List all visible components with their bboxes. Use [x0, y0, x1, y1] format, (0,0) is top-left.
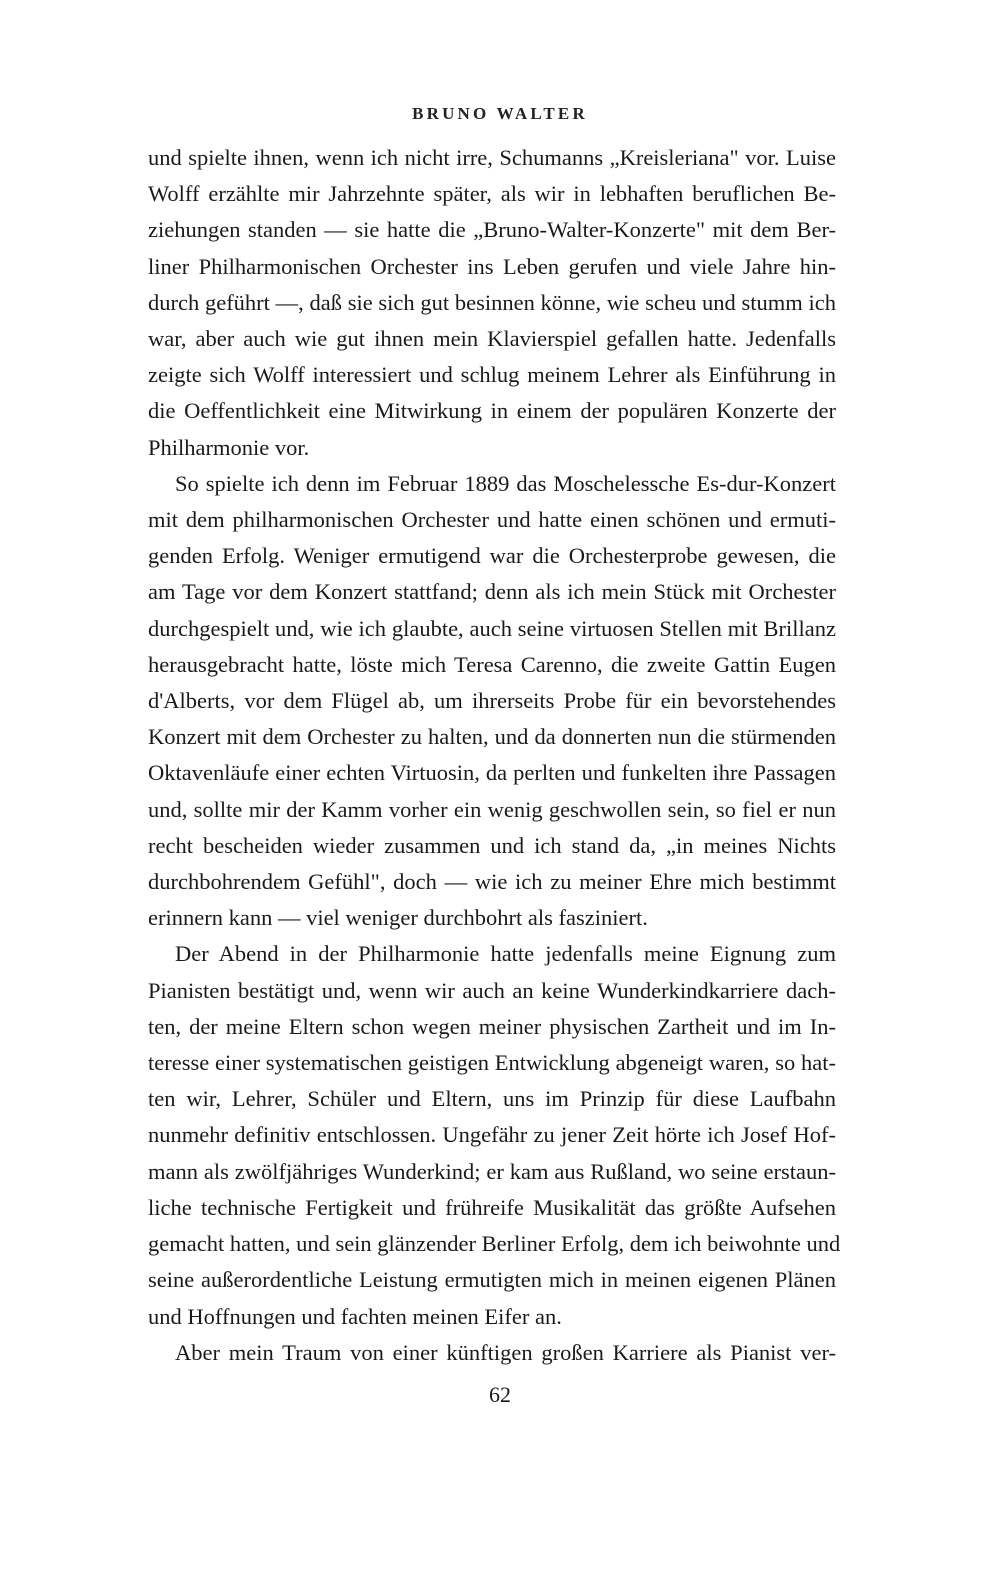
text-line: die Oeffentlichkeit eine Mitwirkung in einem der populären Konzerte der [148, 398, 836, 424]
running-head: BRUNO WALTER [412, 104, 588, 123]
text-line: nunmehr definitiv entschlossen. Ungefähr zu jener Zeit hörte ich Josef Hof- [148, 1122, 836, 1148]
body-text [148, 140, 841, 1371]
text-line: ten, der meine Eltern schon wegen meiner physischen Zartheit und im In- [148, 1013, 836, 1039]
text-line: mann als zwölfjähriges Wunderkind; er kam aus Rußland, wo seine erstaun- [148, 1158, 836, 1184]
text-line: und spielte ihnen, wenn ich nicht irre, Schumanns „Kreisleriana" vor. Luise [148, 145, 836, 170]
paragraph-3-continued [148, 973, 841, 1335]
text-line: ziehungen standen — sie hatte die „Bruno-Walter-Konzerte" mit dem Ber- [148, 217, 836, 243]
text-line: ten wir, Lehrer, Schüler und Eltern, uns im Prinzip für diese Laufbahn [148, 1086, 836, 1112]
text-line: Der Abend in der Philharmonie hatte jedenfalls meine Eignung zum [175, 941, 836, 967]
page-number: 62 [489, 1382, 511, 1407]
text-line: Oktavenläufe einer echten Virtuosin, da perlten und funkelten ihre Passagen [148, 760, 836, 786]
text-line: durchgespielt und, wie ich glaubte, auch seine virtuosen Stellen mit Brillanz [148, 615, 836, 641]
paragraph-3 [148, 936, 836, 972]
text-line: Konzert mit dem Orchester zu halten, und da donnerten nun die stürmenden [148, 724, 836, 750]
text-line: recht bescheiden wieder zusammen und ich stand da, „in meines Nichts [148, 832, 836, 858]
text-line: gemacht hatten, und sein glänzender Berliner Erfolg, dem ich beiwohnte und [148, 1231, 841, 1257]
text-line: zeigte sich Wolff interessiert und schlug meinem Lehrer als Einführung in [148, 362, 836, 388]
text-line: So spielte ich denn im Februar 1889 das Moschelessche Es-dur-Konzert [175, 470, 836, 496]
text-line: Wolff erzählte mir Jahrzehnte später, als wir in lebhaften beruflichen Be- [148, 181, 836, 207]
paragraph-1 [148, 140, 836, 466]
text-line: mit dem philharmonischen Orchester und hatte einen schönen und ermuti- [148, 507, 836, 533]
text-line: war, aber auch wie gut ihnen mein Klavierspiel gefallen hatte. Jedenfalls [148, 326, 836, 352]
text-line: durch geführt —, daß sie sich gut besinnen könne, wie scheu und stumm ich [148, 289, 836, 315]
text-line: Pianisten bestätigt und, wenn wir auch an keine Wunderkindkarriere dach- [148, 977, 836, 1003]
text-line: Philharmonie vor. [148, 434, 310, 460]
text-line: durchbohrendem Gefühl", doch — wie ich zu meiner Ehre mich bestimmt [148, 869, 836, 895]
text-line: liche technische Fertigkeit und frühreife Musikalität das größte Aufsehen [148, 1194, 836, 1220]
paragraph-4 [148, 1335, 836, 1371]
text-line: seine außerordentliche Leistung ermutigten mich in meinen eigenen Plänen [148, 1267, 836, 1293]
text-line: liner Philharmonischen Orchester ins Leben gerufen und viele Jahre hin- [148, 253, 836, 279]
paragraph-2 [148, 466, 836, 502]
paragraph-2-continued [148, 502, 836, 936]
text-line: und, sollte mir der Kamm vorher ein wenig geschwollen sein, so fiel er nun [148, 796, 836, 822]
text-line: und Hoffnungen und fachten meinen Eifer an. [148, 1303, 562, 1329]
text-line: teresse einer systematischen geistigen Entwicklung abgeneigt waren, so hat- [148, 1050, 836, 1076]
text-line: erinnern kann — viel weniger durchbohrt als fasziniert. [148, 905, 648, 931]
text-line: Aber mein Traum von einer künftigen großen Karriere als Pianist ver- [175, 1339, 836, 1365]
text-line: d'Alberts, vor dem Flügel ab, um ihrerseits Probe für ein bevorstehendes [148, 688, 836, 714]
text-line: herausgebracht hatte, löste mich Teresa Carenno, die zweite Gattin Eugen [148, 651, 836, 677]
text-line: genden Erfolg. Weniger ermutigend war die Orchesterprobe gewesen, die [148, 543, 836, 569]
text-line: am Tage vor dem Konzert stattfand; denn als ich mein Stück mit Orchester [148, 579, 836, 605]
